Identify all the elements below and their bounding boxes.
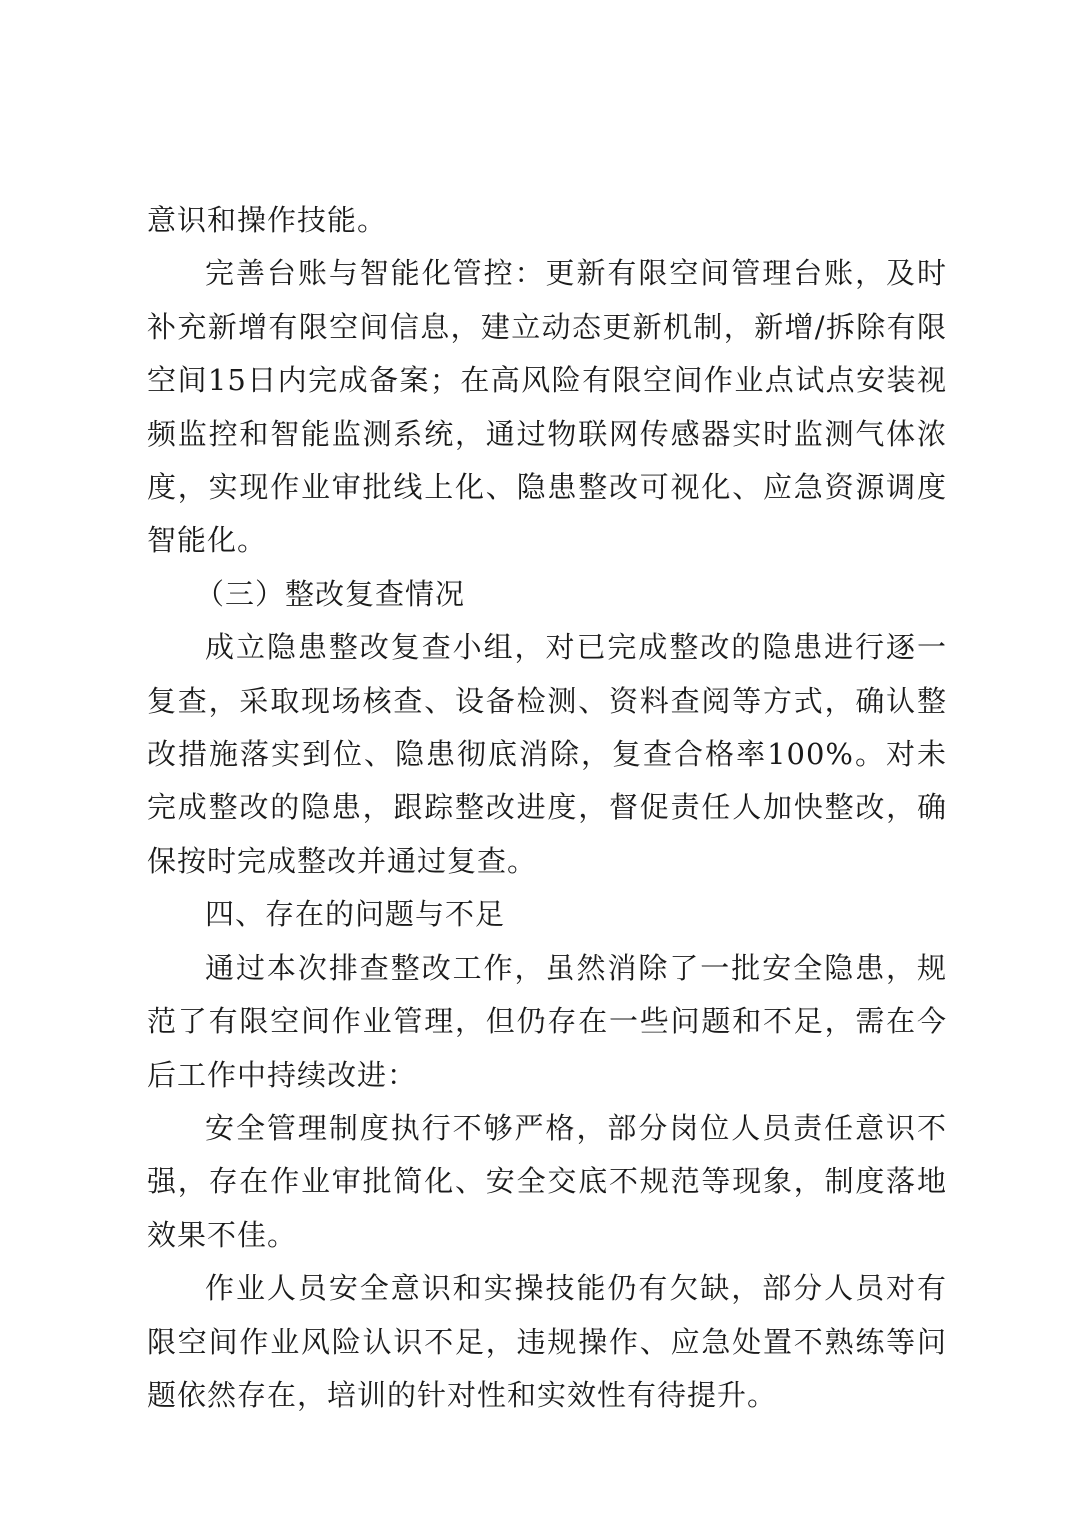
paragraph-rectification-review: 成立隐患整改复查小组，对已完成整改的隐患进行逐一复查，采取现场核查、设备检测、资料查阅等方式，确认整改措施落实到位、隐患彻底消除，复查合格率100%。对未完成整改的隐患，跟踪整改进度，督促责任人加快整改，确保按时完成整改并通过复查。	[147, 630, 947, 878]
section-subheading: （三）整改复查情况	[195, 576, 466, 611]
paragraph-problems-intro: 通过本次排查整改工作，虽然消除了一批安全隐患，规范了有限空间作业管理，但仍存在一些问题和不足，需在今后工作中持续改进：	[147, 950, 947, 1092]
paragraph-ledger-smart-control: 完善台账与智能化管控：更新有限空间管理台账，及时补充新增有限空间信息，建立动态更新机制，新增/拆除有限空间15日内完成备案；在高风险有限空间作业点试点安装视频监控和智能监测系统，通过物联网传感器实时监测气体浓度，实现作业审批线上化、隐患整改可视化、应急资源调度智能化。	[147, 256, 947, 558]
paragraph-problem-system: 安全管理制度执行不够严格，部分岗位人员责任意识不强，存在作业审批简化、安全交底不规范等现象，制度落地效果不佳。	[147, 1110, 947, 1252]
paragraph-problem-skills: 作业人员安全意识和实操技能仍有欠缺，部分人员对有限空间作业风险认识不足，违规操作、应急处置不熟练等问题依然存在，培训的针对性和实效性有待提升。	[147, 1271, 947, 1412]
paragraph-continuation: 意识和操作技能。	[147, 203, 388, 237]
document-body	[147, 194, 947, 1422]
section-heading: 四、存在的问题与不足	[205, 897, 506, 932]
